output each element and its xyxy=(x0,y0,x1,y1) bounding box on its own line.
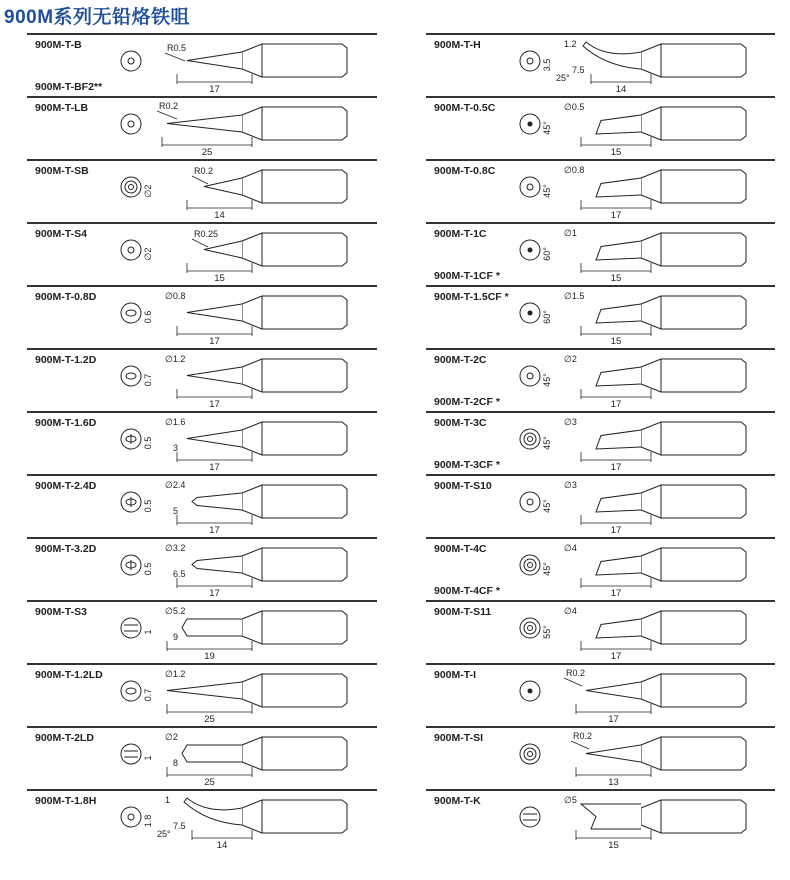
tip-model-name: 900M-T-SI xyxy=(434,732,484,744)
dimension-label: 1.8 xyxy=(143,814,153,828)
leader-line xyxy=(157,111,177,119)
tip-body xyxy=(242,800,347,833)
tip-body xyxy=(641,422,746,455)
working-tip xyxy=(167,682,242,699)
leader-line xyxy=(564,678,582,686)
tip-entry xyxy=(426,348,775,411)
tip-model-name: 900M-T-2LD xyxy=(35,732,94,744)
end-view-center-mark xyxy=(528,752,533,757)
dimension-label: 45° xyxy=(542,373,552,387)
dimension-label: 1 xyxy=(143,629,153,635)
tip-drawing xyxy=(117,539,352,599)
dimension-label: 1.2 xyxy=(564,39,577,49)
dimension-label: ∅4 xyxy=(564,606,577,616)
tip-entry xyxy=(27,600,377,663)
end-view-center-mark xyxy=(527,184,533,190)
tip-model-name: 900M-T-H xyxy=(434,39,481,51)
tip-body xyxy=(641,359,746,392)
dimension-label: ∅1.6 xyxy=(165,417,186,427)
dimension-label: ∅2 xyxy=(143,247,153,261)
tip-drawing xyxy=(516,161,751,221)
dimension-label: ∅1.2 xyxy=(165,669,186,679)
dimension-label: ∅2 xyxy=(143,184,153,198)
tip-body xyxy=(641,737,746,770)
dimension-label: ∅1.5 xyxy=(564,291,585,301)
tip-drawing xyxy=(516,728,751,788)
tip-drawing xyxy=(516,224,751,284)
tip-drawing xyxy=(117,35,352,95)
dimension-label: 25° xyxy=(157,829,171,839)
dimension-label: 3.5 xyxy=(542,58,552,72)
end-view-center-mark xyxy=(527,499,533,505)
end-view-flat-mark xyxy=(126,688,136,694)
dimension-label: ∅0.8 xyxy=(165,291,186,301)
tip-drawing xyxy=(516,791,751,851)
tip-model-name: 900M-T-3.2D xyxy=(35,543,97,555)
tip-body xyxy=(641,800,746,833)
tip-body xyxy=(242,548,347,581)
leader-line xyxy=(192,239,208,247)
dimension-label: ∅2 xyxy=(564,354,577,364)
tip-body xyxy=(641,485,746,518)
tip-entry xyxy=(27,663,377,726)
working-tip xyxy=(204,241,242,258)
tip-model-name: 900M-T-1.6D xyxy=(35,417,97,429)
tip-alt-model-name: 900M-T-2CF * xyxy=(434,396,500,408)
tip-model-name: 900M-T-1.8H xyxy=(35,795,97,807)
tip-body xyxy=(242,485,347,518)
dimension-label: ∅0.5 xyxy=(564,102,585,112)
tip-entry xyxy=(426,285,775,348)
end-view-center-mark xyxy=(128,121,134,127)
working-tip xyxy=(596,115,641,134)
tip-model-name: 900M-T-2C xyxy=(434,354,487,366)
tip-body xyxy=(641,170,746,203)
tip-alt-model-name: 900M-T-1CF * xyxy=(434,270,500,282)
tip-entry xyxy=(426,789,775,852)
tip-model-name: 900M-T-S11 xyxy=(434,606,492,618)
end-view-center-mark xyxy=(528,248,532,252)
dimension-label: ∅3.2 xyxy=(165,543,186,553)
end-view-outer-circle xyxy=(121,240,141,260)
dimension-label: R0.2 xyxy=(194,166,214,176)
tip-body xyxy=(641,611,746,644)
tip-entry xyxy=(27,159,377,222)
tip-drawing xyxy=(117,224,352,284)
end-view-outer-circle xyxy=(520,492,540,512)
tip-model-name: 900M-T-S10 xyxy=(434,480,492,492)
leader-line xyxy=(165,53,185,61)
tip-entry xyxy=(426,159,775,222)
length-dimension-label: 15 xyxy=(610,336,622,347)
end-view-inner-circle xyxy=(125,181,137,193)
length-dimension-label: 17 xyxy=(209,588,220,599)
tip-model-name: 900M-T-0.5C xyxy=(434,102,496,114)
dimension-label: 0.5 xyxy=(143,499,153,513)
tip-drawing xyxy=(516,350,751,410)
end-view-outer-circle xyxy=(520,429,540,449)
tip-entry xyxy=(27,411,377,474)
end-view-outer-circle xyxy=(520,177,540,197)
working-tip xyxy=(583,42,641,69)
end-view-outer-circle xyxy=(121,51,141,71)
end-view-center-mark xyxy=(528,437,533,442)
tip-entry xyxy=(27,789,377,852)
tip-model-name: 900M-T-4C xyxy=(434,543,487,555)
tip-drawing xyxy=(117,161,352,221)
tip-drawing xyxy=(516,539,751,599)
length-dimension-label: 15 xyxy=(214,273,225,284)
working-tip xyxy=(187,52,242,69)
length-dimension-label: 17 xyxy=(610,588,622,599)
tip-drawing xyxy=(117,602,352,662)
tip-entry xyxy=(426,33,775,96)
end-view-outer-circle xyxy=(520,744,540,764)
end-view-outer-circle xyxy=(520,807,540,827)
length-dimension-label: 13 xyxy=(608,777,619,788)
tip-drawing xyxy=(117,413,352,473)
tip-alt-model-name: 900M-T-3CF * xyxy=(434,459,500,471)
working-tip xyxy=(586,745,641,762)
dimension-label: ∅2.4 xyxy=(165,480,186,490)
tip-entry xyxy=(27,285,377,348)
dimension-label: 45° xyxy=(542,499,552,513)
dimension-label: 9 xyxy=(173,632,179,642)
tip-body xyxy=(242,674,347,707)
tip-drawing xyxy=(516,602,751,662)
tip-model-name: 900M-T-S3 xyxy=(35,606,87,618)
tip-drawing xyxy=(117,665,352,725)
tip-drawing xyxy=(117,287,352,347)
working-tip xyxy=(184,798,242,825)
tip-body xyxy=(242,233,347,266)
tip-entry xyxy=(27,726,377,789)
tip-body xyxy=(641,233,746,266)
length-dimension-label: 17 xyxy=(209,399,220,410)
dimension-label: R0.2 xyxy=(566,668,586,678)
length-dimension-label: 19 xyxy=(204,651,215,662)
tip-body xyxy=(242,44,347,77)
dimension-label: 60° xyxy=(542,247,552,261)
end-view-center-mark xyxy=(528,689,532,693)
tip-entry xyxy=(426,537,775,600)
length-dimension-label: 17 xyxy=(610,462,622,473)
length-dimension-label: 25 xyxy=(201,147,213,158)
working-tip xyxy=(596,241,641,260)
working-tip xyxy=(182,745,242,762)
tip-drawing xyxy=(516,413,751,473)
dimension-label: ∅5.2 xyxy=(165,606,186,616)
dimension-label: 25° xyxy=(556,73,570,83)
working-tip xyxy=(167,115,242,132)
tip-body xyxy=(641,107,746,140)
dimension-label: 0.5 xyxy=(143,562,153,576)
length-dimension-label: 17 xyxy=(610,525,622,536)
dimension-label: 7.5 xyxy=(173,821,186,831)
tip-entry xyxy=(27,96,377,159)
tip-model-name: 900M-T-1.2LD xyxy=(35,669,103,681)
end-view-center-mark xyxy=(528,563,533,568)
dimension-label: 45° xyxy=(542,562,552,576)
tip-model-name: 900M-T-2.4D xyxy=(35,480,97,492)
dimension-label: 5 xyxy=(173,506,179,516)
end-view-inner-circle xyxy=(524,559,536,571)
dimension-label: ∅5 xyxy=(564,795,577,805)
length-dimension-label: 14 xyxy=(214,210,225,221)
end-view-inner-circle xyxy=(524,433,536,445)
dimension-label: 0.7 xyxy=(143,373,153,387)
dimension-label: 45° xyxy=(542,436,552,450)
leader-line xyxy=(571,741,589,749)
tip-entry xyxy=(426,663,775,726)
tip-body xyxy=(242,359,347,392)
length-dimension-label: 17 xyxy=(610,651,622,662)
tip-body xyxy=(242,422,347,455)
dimension-label: R0.5 xyxy=(167,43,187,53)
dimension-label: ∅0.8 xyxy=(564,165,585,175)
working-tip xyxy=(596,367,641,386)
length-dimension-label: 14 xyxy=(615,84,627,95)
tip-drawing xyxy=(516,35,751,95)
length-dimension-label: 15 xyxy=(608,840,619,851)
dimension-label: 0.7 xyxy=(143,688,153,702)
tip-model-name: 900M-T-1.5CF * xyxy=(434,291,509,303)
tip-body xyxy=(242,170,347,203)
working-tip xyxy=(581,804,641,829)
length-dimension-label: 15 xyxy=(610,147,622,158)
tip-model-name: 900M-T-B xyxy=(35,39,82,51)
tip-entry xyxy=(27,537,377,600)
tip-drawing xyxy=(117,350,352,410)
tip-drawing xyxy=(516,98,751,158)
end-view-outer-circle xyxy=(121,366,141,386)
end-view-center-mark xyxy=(527,373,533,379)
length-dimension-label: 25 xyxy=(204,777,215,788)
tip-entry xyxy=(27,33,377,96)
length-dimension-label: 17 xyxy=(608,714,619,725)
dimension-label: ∅3 xyxy=(564,480,577,490)
end-view-flat-mark xyxy=(126,373,136,379)
working-tip xyxy=(596,304,641,323)
length-dimension-label: 14 xyxy=(216,840,228,851)
dimension-label: R0.2 xyxy=(159,101,179,111)
leader-line xyxy=(192,176,208,184)
length-dimension-label: 17 xyxy=(209,336,220,347)
dimension-label: ∅3 xyxy=(564,417,577,427)
tip-model-name: 900M-T-SB xyxy=(35,165,89,177)
tip-entry xyxy=(27,222,377,285)
dimension-label: 0.5 xyxy=(143,436,153,450)
tip-entry xyxy=(426,726,775,789)
tip-model-name: 900M-T-1.2D xyxy=(35,354,97,366)
tip-entry xyxy=(426,474,775,537)
working-tip xyxy=(187,367,242,384)
dimension-label: 8 xyxy=(173,758,179,768)
dimension-label: 7.5 xyxy=(572,65,585,75)
end-view-outer-circle xyxy=(121,114,141,134)
tip-body xyxy=(641,548,746,581)
left-tip-column xyxy=(27,33,377,852)
tip-body xyxy=(242,107,347,140)
tip-model-name: 900M-T-0.8D xyxy=(35,291,97,303)
end-view-center-mark xyxy=(129,185,134,190)
end-view-outer-circle xyxy=(121,303,141,323)
dimension-label: R0.25 xyxy=(194,229,219,239)
working-tip xyxy=(596,430,641,449)
end-view-inner-circle xyxy=(524,622,536,634)
working-tip xyxy=(192,556,242,573)
tip-entry xyxy=(426,600,775,663)
dimension-label: 1 xyxy=(165,795,171,805)
tip-body xyxy=(242,737,347,770)
tip-entry xyxy=(426,222,775,285)
tip-entry xyxy=(426,96,775,159)
length-dimension-label: 17 xyxy=(610,210,622,221)
dimension-label: 45° xyxy=(542,184,552,198)
end-view-outer-circle xyxy=(520,618,540,638)
working-tip xyxy=(596,619,641,638)
catalog-title: 900M系列无铅烙铁咀 xyxy=(4,7,191,28)
working-tip xyxy=(182,619,242,636)
tip-body xyxy=(242,296,347,329)
end-view-center-mark xyxy=(528,122,532,126)
working-tip xyxy=(187,430,242,447)
dimension-label: 1 xyxy=(143,755,153,761)
end-view-center-mark xyxy=(528,626,533,631)
dimension-label: ∅4 xyxy=(564,543,577,553)
tip-model-name: 900M-T-S4 xyxy=(35,228,87,240)
end-view-center-mark xyxy=(128,247,134,253)
dimension-label: 0.6 xyxy=(143,310,153,324)
tip-entry xyxy=(426,411,775,474)
dimension-label: 6.5 xyxy=(173,569,186,579)
length-dimension-label: 17 xyxy=(209,84,220,95)
end-view-center-mark xyxy=(128,58,134,64)
tip-model-name: 900M-T-I xyxy=(434,669,477,681)
working-tip xyxy=(204,178,242,195)
length-dimension-label: 15 xyxy=(610,273,622,284)
length-dimension-label: 17 xyxy=(610,399,622,410)
dimension-label: ∅2 xyxy=(165,732,178,742)
working-tip xyxy=(596,493,641,512)
end-view-center-mark xyxy=(528,311,532,315)
right-tip-column xyxy=(426,33,775,852)
end-view-outer-circle xyxy=(121,618,141,638)
dimension-label: 55° xyxy=(542,625,552,639)
tip-body xyxy=(641,296,746,329)
tip-body xyxy=(641,44,746,77)
dimension-label: ∅1.2 xyxy=(165,354,186,364)
tip-model-name: 900M-T-0.8C xyxy=(434,165,496,177)
tip-drawing xyxy=(117,791,352,851)
end-view-inner-circle xyxy=(524,748,536,760)
tip-drawing xyxy=(516,476,751,536)
length-dimension-label: 17 xyxy=(209,525,220,536)
end-view-outer-circle xyxy=(520,555,540,575)
dimension-label: R0.2 xyxy=(573,731,593,741)
tip-drawing xyxy=(516,287,751,347)
working-tip xyxy=(596,556,641,575)
end-view-flat-mark xyxy=(126,310,136,316)
working-tip xyxy=(187,304,242,321)
dimension-label: 3 xyxy=(173,443,179,453)
tip-entry xyxy=(27,474,377,537)
tip-drawing xyxy=(516,665,751,725)
dimension-label: ∅1 xyxy=(564,228,577,238)
end-view-outer-circle xyxy=(121,177,141,197)
length-dimension-label: 25 xyxy=(204,714,215,725)
end-view-outer-circle xyxy=(121,744,141,764)
end-view-outer-circle xyxy=(520,366,540,386)
tip-entry xyxy=(27,348,377,411)
dimension-label: 60° xyxy=(542,310,552,324)
tip-alt-model-name: 900M-T-4CF * xyxy=(434,585,500,597)
tip-model-name: 900M-T-1C xyxy=(434,228,487,240)
tip-drawing xyxy=(117,98,352,158)
end-view-outer-circle xyxy=(121,807,141,827)
tip-alt-model-name: 900M-T-BF2** xyxy=(35,81,103,93)
tip-model-name: 900M-T-LB xyxy=(35,102,89,114)
end-view-outer-circle xyxy=(520,51,540,71)
working-tip xyxy=(596,178,641,197)
tip-drawing xyxy=(117,476,352,536)
tip-model-name: 900M-T-K xyxy=(434,795,481,807)
end-view-outer-circle xyxy=(121,681,141,701)
working-tip xyxy=(192,493,242,510)
tip-body xyxy=(641,674,746,707)
length-dimension-label: 17 xyxy=(209,462,220,473)
tip-model-name: 900M-T-3C xyxy=(434,417,487,429)
tip-drawing xyxy=(117,728,352,788)
tip-body xyxy=(242,611,347,644)
working-tip xyxy=(586,682,641,699)
dimension-label: 45° xyxy=(542,121,552,135)
